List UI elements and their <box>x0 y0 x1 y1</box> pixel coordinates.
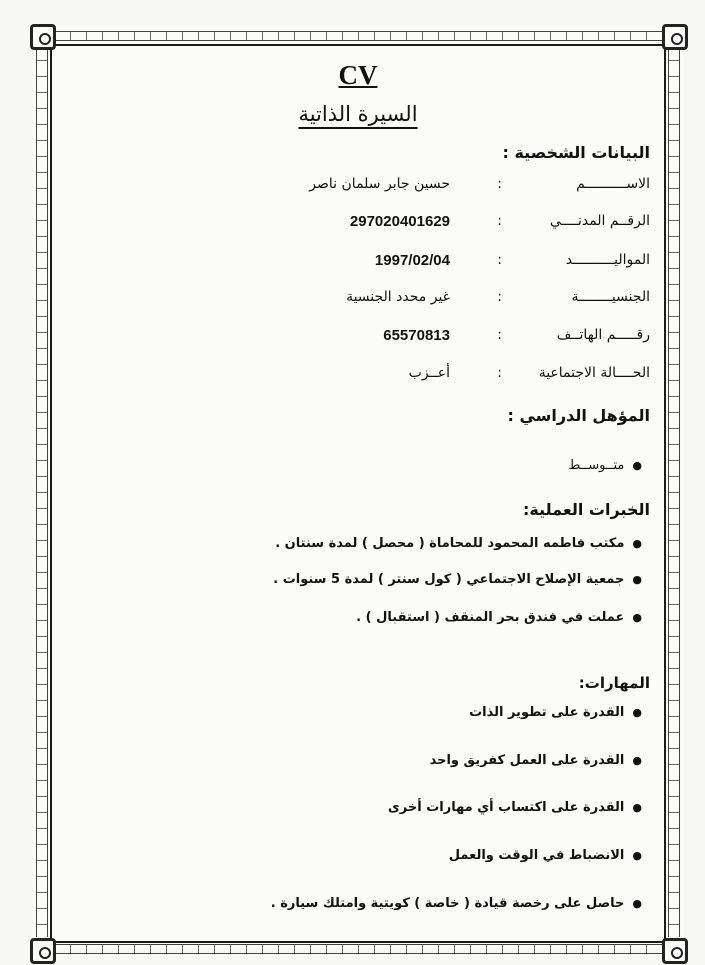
list-item <box>449 848 642 863</box>
field-label: المواليــــــــــد <box>565 252 650 268</box>
bullet-icon: ● <box>632 801 642 814</box>
bullet-icon: ● <box>632 573 642 586</box>
list-item <box>356 610 642 625</box>
list-item <box>273 572 642 587</box>
field-value: 65570813 <box>383 327 450 344</box>
experience-item-text: مكتب فاطمه المحمود للمحاماة ( محصل ) لمدة سنتان . <box>275 536 625 551</box>
education-item-text: متــوســط <box>568 458 625 473</box>
field-row-name <box>250 176 650 200</box>
field-value: غير محدد الجنسية <box>346 289 450 305</box>
list-item <box>469 705 642 720</box>
cv-content <box>60 50 656 940</box>
field-label: الاســــــــــم <box>576 176 650 192</box>
field-separator: : <box>497 252 502 268</box>
frame-right-border <box>668 44 680 937</box>
field-label: الجنسيــــــــة <box>571 289 650 305</box>
experience-heading: الخبرات العملية: <box>522 500 650 519</box>
bullet-icon: ● <box>632 706 642 719</box>
field-row-phone <box>250 327 650 351</box>
education-heading: المؤهل الدراسي : <box>507 406 650 425</box>
bullet-icon: ● <box>632 897 642 910</box>
bullet-icon: ● <box>632 537 642 550</box>
field-label: الحــــالة الاجتماعية <box>538 365 650 381</box>
frame-top-border <box>38 31 667 41</box>
personal-info-heading: البيانات الشخصية : <box>502 143 650 162</box>
skill-item-text: الانضباط في الوقت والعمل <box>448 848 625 863</box>
field-separator: : <box>497 327 502 343</box>
corner-ornament-icon <box>30 24 56 50</box>
skills-heading: المهارات: <box>578 674 650 692</box>
list-item <box>271 896 642 911</box>
corner-ornament-icon <box>30 938 56 964</box>
frame-bottom-border <box>38 944 667 954</box>
list-item <box>275 536 642 551</box>
field-value: 1997/02/04 <box>374 252 450 269</box>
bullet-icon: ● <box>632 849 642 862</box>
bullet-icon: ● <box>632 459 642 472</box>
bullet-icon: ● <box>632 611 642 624</box>
field-value: 297020401629 <box>349 213 450 230</box>
skill-item-text: القدرة على اكتساب أي مهارات أخرى <box>387 800 625 815</box>
field-row-birth <box>250 252 650 276</box>
field-row-civil-id <box>250 213 650 237</box>
field-label: رقـــــم الهاتــف <box>556 327 650 343</box>
field-value: حسين جابر سلمان ناصر <box>309 176 450 192</box>
field-separator: : <box>497 365 502 381</box>
experience-item-text: عملت في فندق بحر المنقف ( استقبال ) . <box>356 610 625 625</box>
experience-item-text: جمعية الإصلاح الاجتماعي ( كول سنتر ) لمدة 5 سنوات . <box>273 572 625 587</box>
title-arabic: السيرة الذاتية <box>298 102 418 126</box>
title-cv: CV <box>338 60 378 90</box>
corner-ornament-icon <box>662 24 688 50</box>
frame-left-border <box>36 44 48 937</box>
field-value: أعــزب <box>408 365 450 381</box>
list-item <box>568 458 642 473</box>
bullet-icon: ● <box>632 754 642 767</box>
corner-ornament-icon <box>662 938 688 964</box>
field-separator: : <box>497 176 502 192</box>
skill-item-text: حاصل على رخصة قيادة ( خاصة ) كويتية وامتلك سيارة . <box>270 896 625 911</box>
field-row-nationality <box>250 289 650 313</box>
skill-item-text: القدرة على تطوير الذات <box>469 705 625 720</box>
field-separator: : <box>497 213 502 229</box>
field-separator: : <box>497 289 502 305</box>
list-item <box>430 753 642 768</box>
list-item <box>388 800 642 815</box>
field-row-marital <box>250 365 650 389</box>
field-label: الرقــم المدنــــي <box>549 213 650 229</box>
skill-item-text: القدرة على العمل كفريق واحد <box>429 753 625 768</box>
